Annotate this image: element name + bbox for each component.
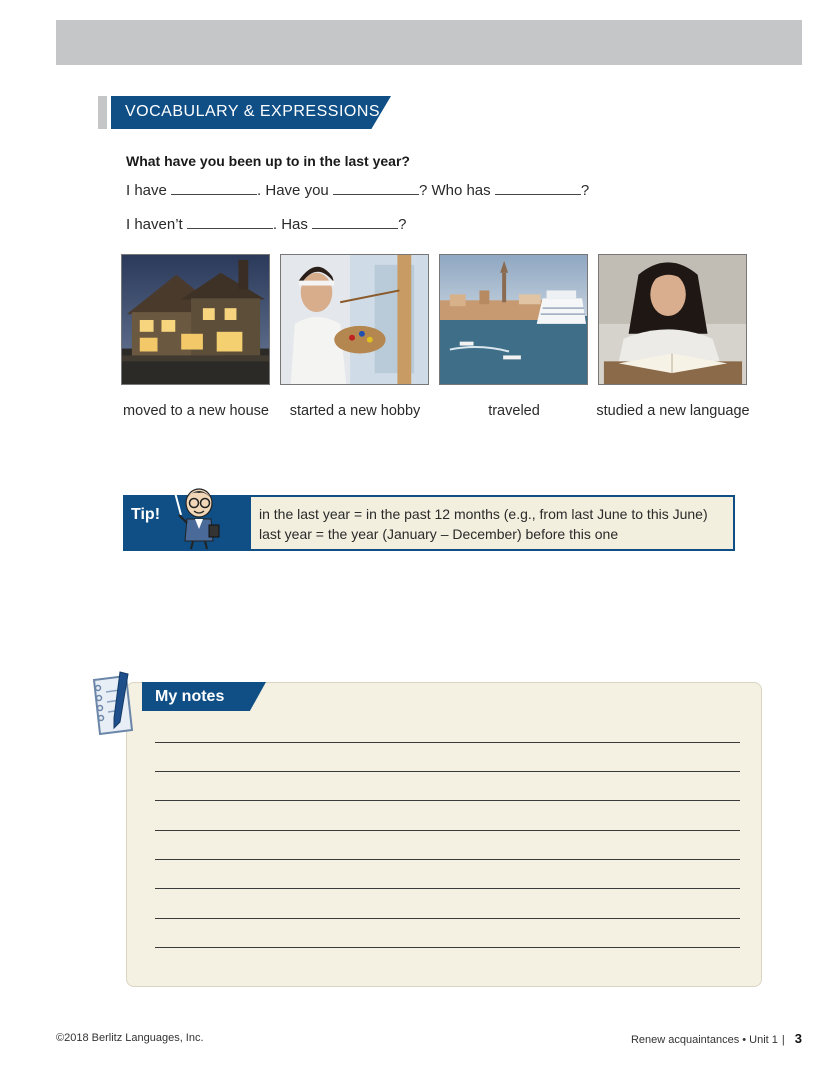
line1-text-b: . Have you [257, 182, 329, 199]
line1-text-d: ? [580, 182, 590, 199]
section-title: VOCABULARY & EXPRESSIONS [125, 103, 381, 120]
line1-text-c: ? Who has [418, 182, 491, 199]
photo-caption-3: traveled [488, 403, 540, 419]
fill-in-line-1 [126, 180, 589, 199]
section-header [98, 96, 398, 129]
notebook-pencil-icon [86, 668, 144, 738]
page-number: 3 [794, 1031, 802, 1046]
line2-text-a: I haven’t [126, 216, 183, 233]
note-line[interactable] [155, 859, 740, 860]
blank-3[interactable] [495, 180, 581, 195]
tip-line-2: last year = the year (January – December) before this one [259, 526, 619, 542]
notes-title: My notes [155, 688, 225, 705]
venice-ship-photo [439, 254, 588, 385]
blank-4[interactable] [187, 214, 273, 229]
footer-copyright: ©2018 Berlitz Languages, Inc. [56, 1032, 204, 1044]
photo-caption-4: studied a new language [596, 403, 750, 419]
notes-panel [126, 682, 762, 987]
fill-in-line-2 [126, 214, 406, 233]
line2-text-b: . Has [272, 216, 308, 233]
tip-text [259, 504, 708, 544]
note-line[interactable] [155, 888, 740, 889]
footer-page-info [631, 1031, 802, 1046]
exercise-question: What have you been up to in the last year? [126, 153, 410, 169]
blank-5[interactable] [312, 214, 398, 229]
line2-text-c: ? [398, 216, 407, 233]
student-reading-photo [598, 254, 747, 385]
note-line[interactable] [155, 947, 740, 948]
top-header-bar [56, 20, 802, 65]
note-line[interactable] [155, 742, 740, 743]
house-photo [121, 254, 270, 385]
painter-photo [280, 254, 429, 385]
footer-unit: Renew acquaintances • Unit 1 [630, 1034, 778, 1046]
blank-1[interactable] [171, 180, 257, 195]
photo-caption-1: moved to a new house [123, 403, 269, 419]
tip-line-1: in the last year = in the past 12 months (e.g., from last June to this June) [259, 506, 708, 522]
note-line[interactable] [155, 771, 740, 772]
line1-text-a: I have [126, 182, 167, 199]
tip-label: Tip! [131, 506, 161, 523]
note-line[interactable] [155, 830, 740, 831]
teacher-mascot-icon [165, 481, 235, 551]
tip-box [123, 495, 735, 551]
footer-separator: | [781, 1034, 785, 1046]
note-line[interactable] [155, 800, 740, 801]
photo-caption-2: started a new hobby [289, 403, 421, 419]
blank-2[interactable] [333, 180, 419, 195]
section-tab [98, 96, 107, 129]
note-line[interactable] [155, 918, 740, 919]
